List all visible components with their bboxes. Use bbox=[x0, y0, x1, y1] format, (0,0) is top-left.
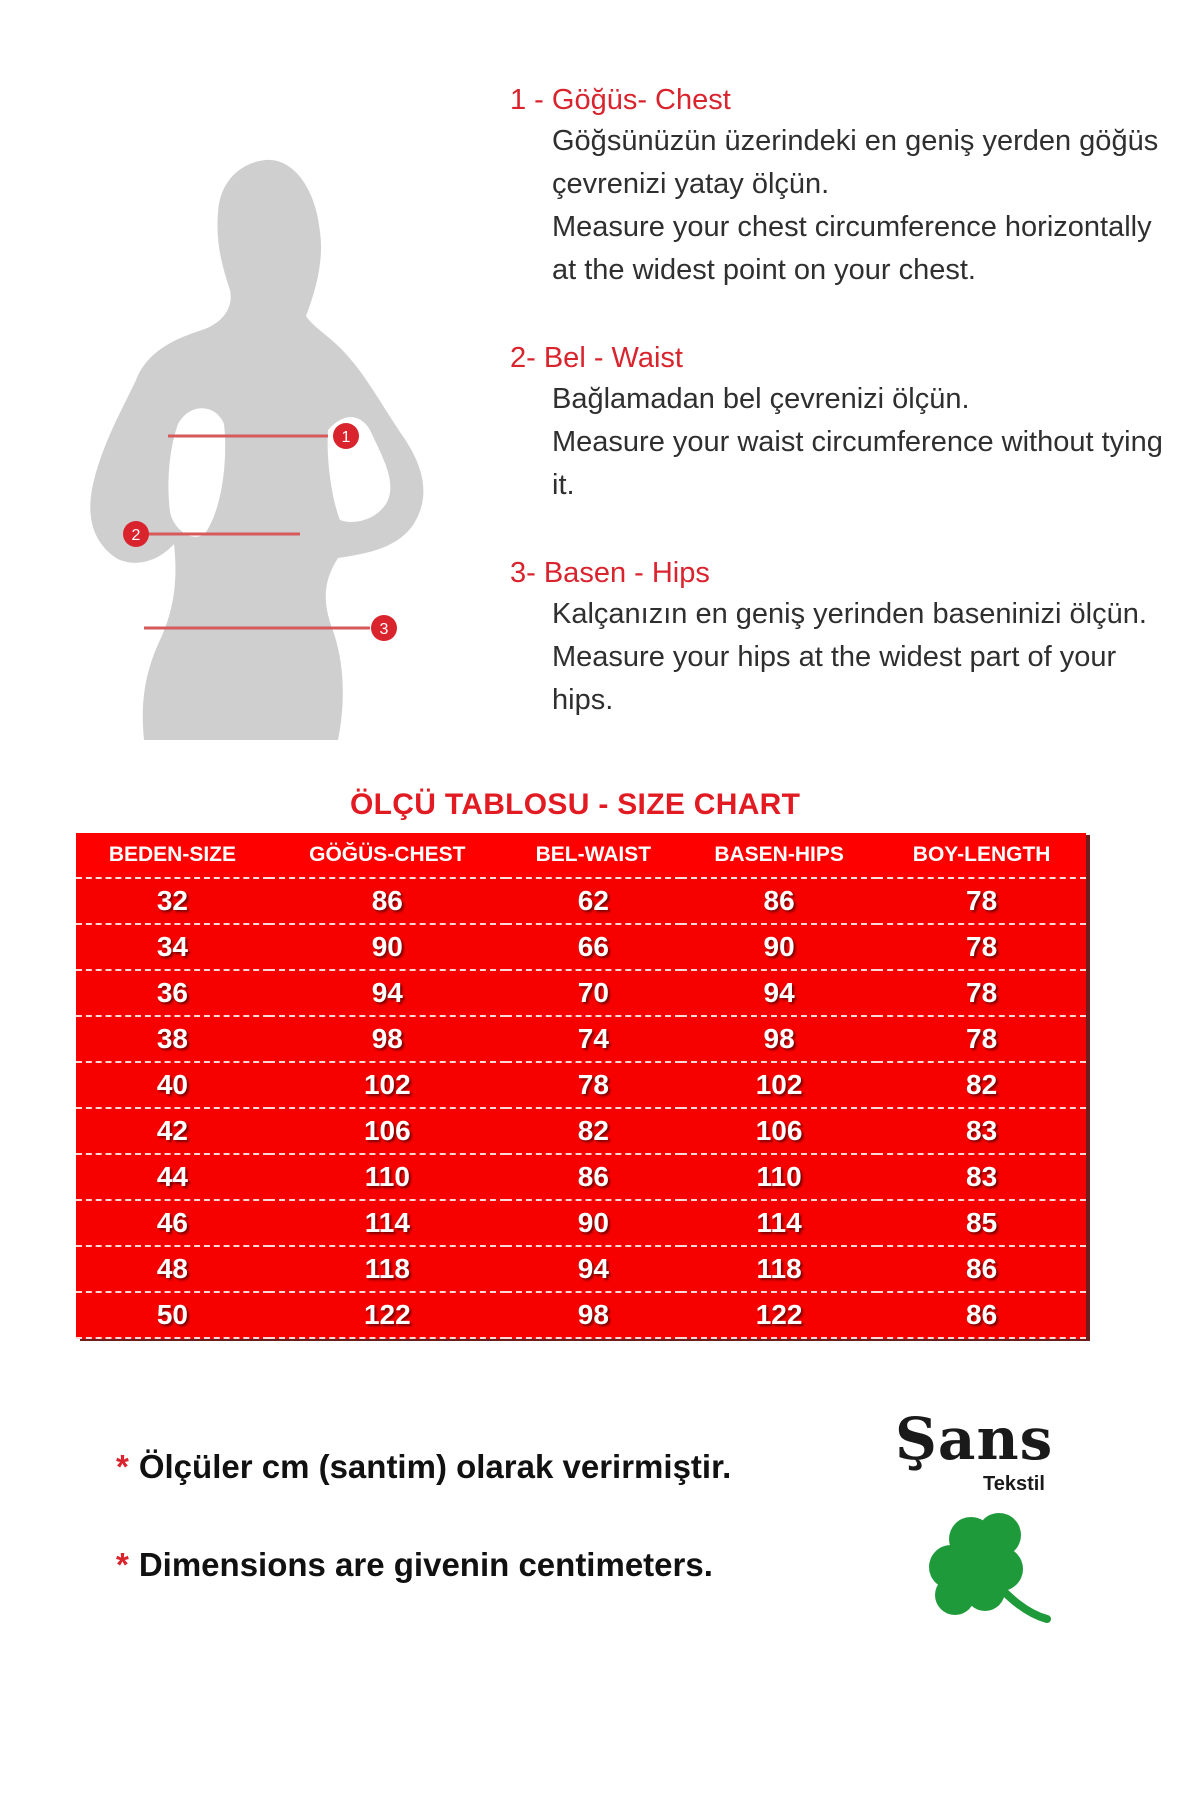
cell-length: 83 bbox=[877, 1154, 1086, 1200]
step-text-tr: Kalçanızın en geniş yerinden baseninizi ölçün. bbox=[552, 598, 1147, 630]
cell-size: 50 bbox=[76, 1292, 269, 1338]
cell-size: 32 bbox=[76, 878, 269, 924]
cell-chest: 118 bbox=[269, 1246, 506, 1292]
note-text: Ölçüler cm (santim) olarak verirmiştir. bbox=[138, 1448, 732, 1485]
table-row bbox=[76, 878, 1086, 924]
step-text-tr: Bağlamadan bel çevrenizi ölçün. bbox=[552, 383, 970, 415]
step-text-en: Measure your hips at the widest part of your hips. bbox=[552, 641, 1117, 716]
cell-length: 78 bbox=[877, 970, 1086, 1016]
cell-length: 78 bbox=[877, 924, 1086, 970]
header-chest: GÖĞÜS-CHEST bbox=[269, 833, 506, 878]
cell-waist: 82 bbox=[506, 1108, 681, 1154]
table-row bbox=[76, 1292, 1086, 1338]
cell-chest: 110 bbox=[269, 1154, 506, 1200]
cell-waist: 78 bbox=[506, 1062, 681, 1108]
cell-hips: 86 bbox=[681, 878, 877, 924]
cell-hips: 122 bbox=[681, 1292, 877, 1338]
size-chart-title: ÖLÇÜ TABLOSU - SIZE CHART bbox=[350, 788, 801, 821]
cell-waist: 98 bbox=[506, 1292, 681, 1338]
table-row bbox=[76, 970, 1086, 1016]
cell-waist: 90 bbox=[506, 1200, 681, 1246]
marker-3 bbox=[371, 615, 397, 641]
cell-chest: 86 bbox=[269, 878, 506, 924]
cell-size: 44 bbox=[76, 1154, 269, 1200]
cell-size: 42 bbox=[76, 1108, 269, 1154]
cell-length: 86 bbox=[877, 1246, 1086, 1292]
step-text-tr: Göğsünüzün üzerindeki en geniş yerden göğüs çevrenizi yatay ölçün. bbox=[552, 125, 1159, 200]
asterisk: * bbox=[116, 1448, 129, 1485]
table-header-row bbox=[76, 833, 1086, 878]
table-row bbox=[76, 924, 1086, 970]
cell-size: 46 bbox=[76, 1200, 269, 1246]
cell-chest: 94 bbox=[269, 970, 506, 1016]
asterisk: * bbox=[116, 1546, 129, 1583]
silhouette-icon bbox=[70, 140, 490, 760]
note-units-tr bbox=[116, 1448, 731, 1486]
cell-hips: 102 bbox=[681, 1062, 877, 1108]
header-size: BEDEN-SIZE bbox=[76, 833, 269, 878]
cell-hips: 94 bbox=[681, 970, 877, 1016]
table-row bbox=[76, 1016, 1086, 1062]
clover-icon bbox=[925, 1505, 1065, 1635]
cell-length: 78 bbox=[877, 878, 1086, 924]
cell-hips: 106 bbox=[681, 1108, 877, 1154]
brand-logo bbox=[895, 1405, 1095, 1635]
logo-name: Şans bbox=[895, 1405, 1054, 1473]
cell-waist: 86 bbox=[506, 1154, 681, 1200]
cell-hips: 114 bbox=[681, 1200, 877, 1246]
cell-waist: 94 bbox=[506, 1246, 681, 1292]
step-text-en: Measure your chest circumference horizontally at the widest point on your chest. bbox=[552, 211, 1152, 286]
cell-hips: 90 bbox=[681, 924, 877, 970]
note-text: Dimensions are givenin centimeters. bbox=[138, 1546, 713, 1583]
cell-chest: 122 bbox=[269, 1292, 506, 1338]
cell-length: 85 bbox=[877, 1200, 1086, 1246]
measurement-instructions bbox=[510, 80, 1170, 768]
step-title: 2- Bel - Waist bbox=[510, 342, 683, 374]
step-title: 1 - Göğüs- Chest bbox=[510, 84, 731, 116]
cell-chest: 98 bbox=[269, 1016, 506, 1062]
cell-chest: 114 bbox=[269, 1200, 506, 1246]
note-units-en bbox=[116, 1546, 713, 1584]
step-title: 3- Basen - Hips bbox=[510, 557, 710, 589]
cell-size: 34 bbox=[76, 924, 269, 970]
cell-waist: 70 bbox=[506, 970, 681, 1016]
cell-hips: 118 bbox=[681, 1246, 877, 1292]
cell-length: 82 bbox=[877, 1062, 1086, 1108]
header-waist: BEL-WAIST bbox=[506, 833, 681, 878]
step-chest bbox=[510, 80, 1170, 292]
cell-chest: 90 bbox=[269, 924, 506, 970]
step-text-en: Measure your waist circumference without tying it. bbox=[552, 426, 1163, 501]
cell-length: 78 bbox=[877, 1016, 1086, 1062]
header-length: BOY-LENGTH bbox=[877, 833, 1086, 878]
cell-hips: 98 bbox=[681, 1016, 877, 1062]
header-hips: BASEN-HIPS bbox=[681, 833, 877, 878]
logo-subtitle: Tekstil bbox=[983, 1473, 1045, 1495]
table-row bbox=[76, 1108, 1086, 1154]
table-row bbox=[76, 1200, 1086, 1246]
table-row bbox=[76, 1246, 1086, 1292]
table-row bbox=[76, 1154, 1086, 1200]
cell-chest: 102 bbox=[269, 1062, 506, 1108]
size-table-body bbox=[76, 878, 1086, 1338]
cell-size: 48 bbox=[76, 1246, 269, 1292]
cell-hips: 110 bbox=[681, 1154, 877, 1200]
step-hips bbox=[510, 553, 1170, 722]
cell-waist: 74 bbox=[506, 1016, 681, 1062]
cell-length: 86 bbox=[877, 1292, 1086, 1338]
cell-chest: 106 bbox=[269, 1108, 506, 1154]
svg-text:3: 3 bbox=[379, 621, 389, 638]
size-table bbox=[76, 833, 1086, 1339]
cell-size: 36 bbox=[76, 970, 269, 1016]
marker-1 bbox=[333, 423, 359, 449]
svg-text:1: 1 bbox=[341, 429, 351, 446]
cell-size: 38 bbox=[76, 1016, 269, 1062]
cell-size: 40 bbox=[76, 1062, 269, 1108]
marker-2 bbox=[123, 521, 149, 547]
cell-length: 83 bbox=[877, 1108, 1086, 1154]
cell-waist: 62 bbox=[506, 878, 681, 924]
body-measurement-figure bbox=[70, 140, 490, 760]
step-waist bbox=[510, 338, 1170, 507]
cell-waist: 66 bbox=[506, 924, 681, 970]
table-row bbox=[76, 1062, 1086, 1108]
svg-text:2: 2 bbox=[131, 527, 141, 544]
